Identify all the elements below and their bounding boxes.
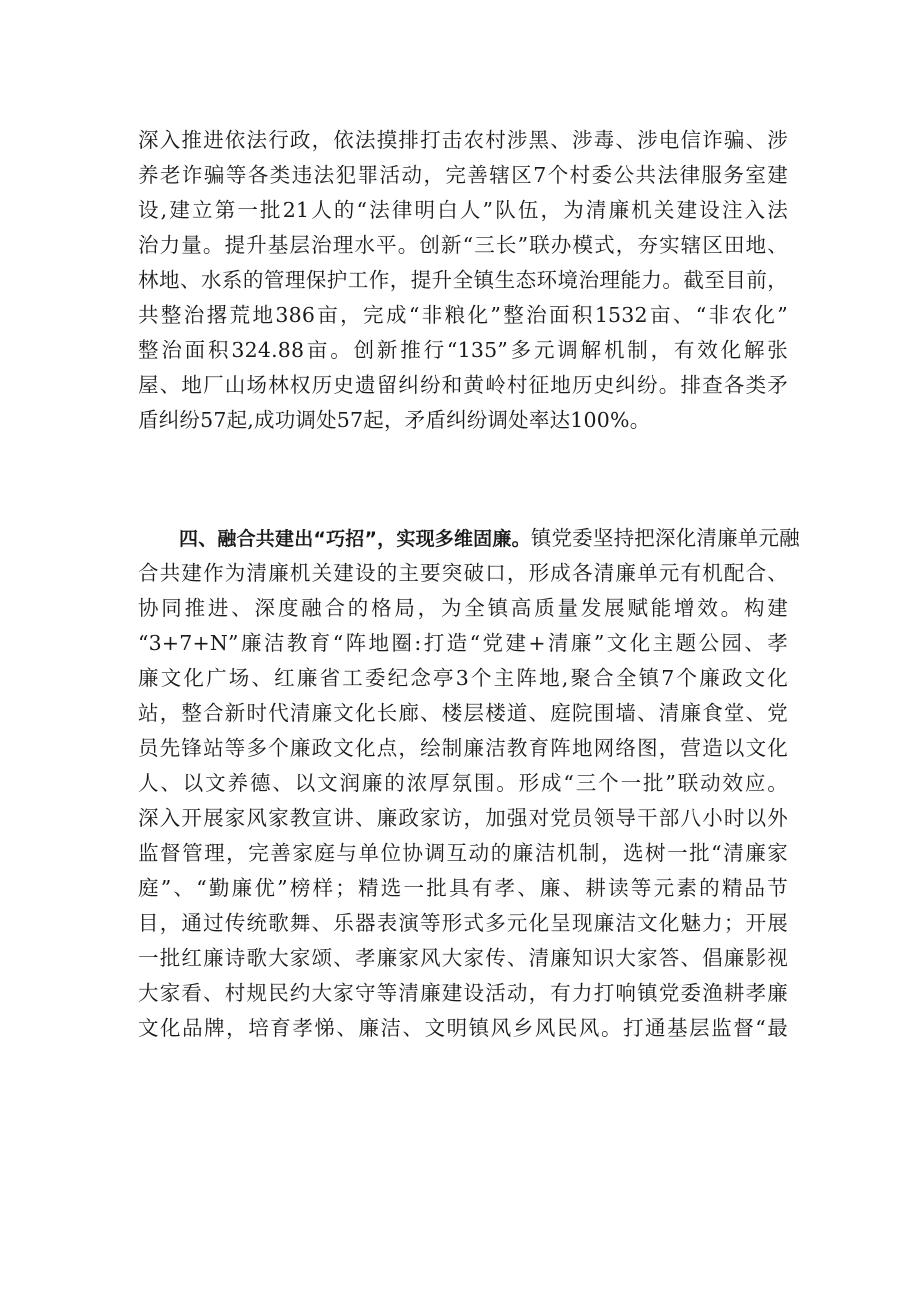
section-heading-line: [138, 521, 800, 556]
text-line: 屋、地厂山场林权历史遗留纠纷和黄岭村征地历史纠纷。排查各类矛: [138, 373, 788, 397]
text-line: 合共建作为清廉机关建设的主要突破口，形成各清廉单元有机配合、: [138, 561, 788, 585]
text-line: 盾纠纷57起,成功调处57起，矛盾纠纷调处率达100%。: [138, 408, 651, 432]
text-line: 整治面积324.88亩。创新推行“135”多元调解机制，有效化解张: [138, 338, 788, 362]
text-line: 廉文化广场、红廉省工委纪念亭3个主阵地,聚合全镇7个廉政文化: [138, 666, 788, 690]
text-line: 员先锋站等多个廉政文化点，绘制廉洁教育阵地网络图，营造以文化: [138, 736, 788, 760]
text-line: 养老诈骗等各类违法犯罪活动，完善辖区7个村委公共法律服务室建: [138, 163, 788, 187]
text-line: 目，通过传统歌舞、乐器表演等形式多元化呈现廉洁文化魅力；开展: [138, 911, 788, 935]
text-line: 深入推进依法行政，依法摸排打击农村涉黑、涉毒、涉电信诈骗、涉: [138, 128, 788, 152]
text-line: 站，整合新时代清廉文化长廊、楼层楼道、庭院围墙、清廉食堂、党: [138, 701, 788, 725]
text-line: 设,建立第一批21人的“法律明白人”队伍，为清廉机关建设注入法: [138, 198, 788, 222]
text-line: “3+7+N”廉洁教育“阵地圈:打造“党建+清廉”文化主题公园、孝: [138, 631, 788, 655]
text-line: 协同推进、深度融合的格局，为全镇高质量发展赋能增效。构建: [138, 596, 788, 620]
text-line: 监督管理，完善家庭与单位协调互动的廉洁机制，选树一批“清廉家: [138, 841, 788, 865]
paragraph-rule-of-law: [138, 123, 788, 438]
text-line: 大家看、村规民约大家守等清廉建设活动，有力打响镇党委渔耕孝廉: [138, 981, 788, 1005]
text-line: 深入开展家风家教宣讲、廉政家访，加强对党员领导干部八小时以外: [138, 806, 788, 830]
text-line: 一批红廉诗歌大家颂、孝廉家风大家传、清廉知识大家答、倡廉影视: [138, 946, 788, 970]
text-line: 庭”、“勤廉优”榜样；精选一批具有孝、廉、耕读等元素的精品节: [138, 876, 788, 900]
section-heading: 四、融合共建出“巧招”，实现多维固廉。: [179, 528, 531, 550]
text-line: 共整治撂荒地386亩，完成“非粮化”整治面积1532亩、“非农化”: [138, 303, 788, 327]
text-line: 文化品牌，培育孝悌、廉洁、文明镇风乡风民风。打通基层监督“最: [138, 1016, 788, 1040]
text-run: 镇党委坚持把深化清廉单元融: [530, 526, 800, 550]
text-line: 林地、水系的管理保护工作，提升全镇生态环境治理能力。截至目前，: [138, 268, 788, 292]
text-line: 治力量。提升基层治理水平。创新“三长”联办模式，夯实辖区田地、: [138, 233, 788, 257]
paragraph-integration: [138, 521, 800, 1046]
text-line: 人、以文养德、以文润廉的浓厚氛围。形成“三个一批”联动效应。: [138, 771, 788, 795]
